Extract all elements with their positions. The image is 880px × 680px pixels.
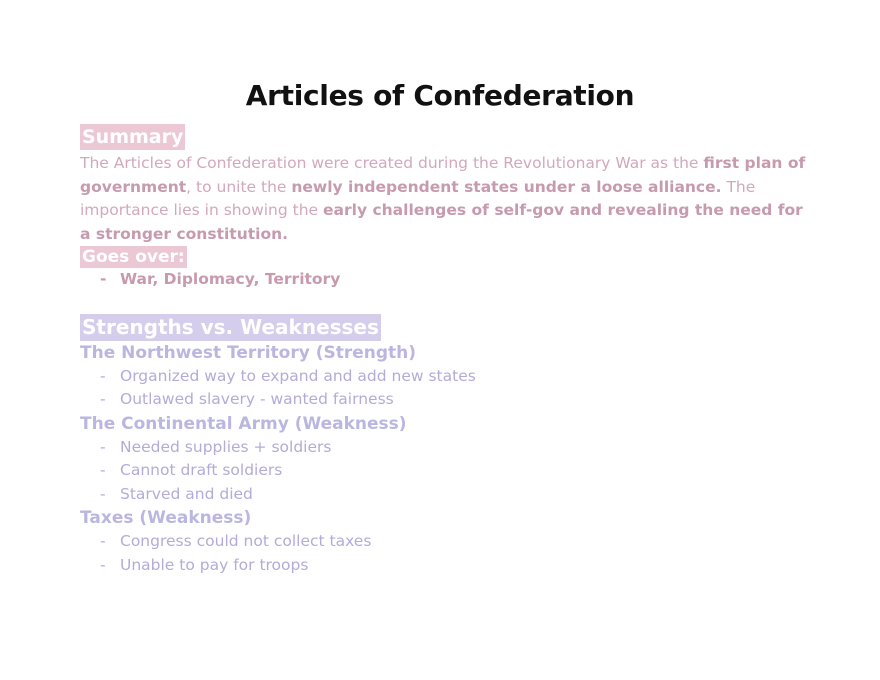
summary-text-2: , to unite the <box>186 177 292 196</box>
list-item: - Needed supplies + soldiers <box>80 436 810 460</box>
taxes-list <box>80 530 810 577</box>
summary-bold-3: early challenges of self-gov and revealing the need for a stronger constitution. <box>80 201 803 243</box>
list-item: - Cannot draft soldiers <box>80 459 810 483</box>
section-heading-northwest: The Northwest Territory (Strength) <box>80 342 417 363</box>
list-item: - War, Diplomacy, Territory <box>80 268 810 292</box>
list-item: - Congress could not collect taxes <box>80 530 810 554</box>
goes-over-heading: Goes over: <box>82 247 185 267</box>
northwest-list <box>80 365 810 412</box>
summary-paragraph <box>80 152 810 246</box>
summary-text-3: The importance lies in showing the <box>80 177 756 219</box>
list-item: - Organized way to expand and add new states <box>80 365 810 389</box>
page-title: Articles of Confederation <box>245 79 635 112</box>
summary-bold-2: newly independent states under a loose alliance. <box>291 177 722 196</box>
summary-text-1: The Articles of Confederation were created during the Revolutionary War as the <box>80 154 704 172</box>
goes-over-list <box>80 268 810 292</box>
section-heading-army: The Continental Army (Weakness) <box>80 413 407 434</box>
notes-content <box>80 124 810 577</box>
list-item: - Starved and died <box>80 483 810 507</box>
list-item: - Outlawed slavery - wanted fairness <box>80 388 810 412</box>
section-heading-taxes: Taxes (Weakness) <box>80 508 252 528</box>
list-item: - Unable to pay for troops <box>80 554 810 578</box>
army-list <box>80 436 810 507</box>
summary-bold-1: first plan of government <box>80 154 806 196</box>
strengths-weaknesses-heading: Strengths vs. Weaknesses <box>82 314 379 339</box>
summary-heading: Summary <box>82 126 184 148</box>
